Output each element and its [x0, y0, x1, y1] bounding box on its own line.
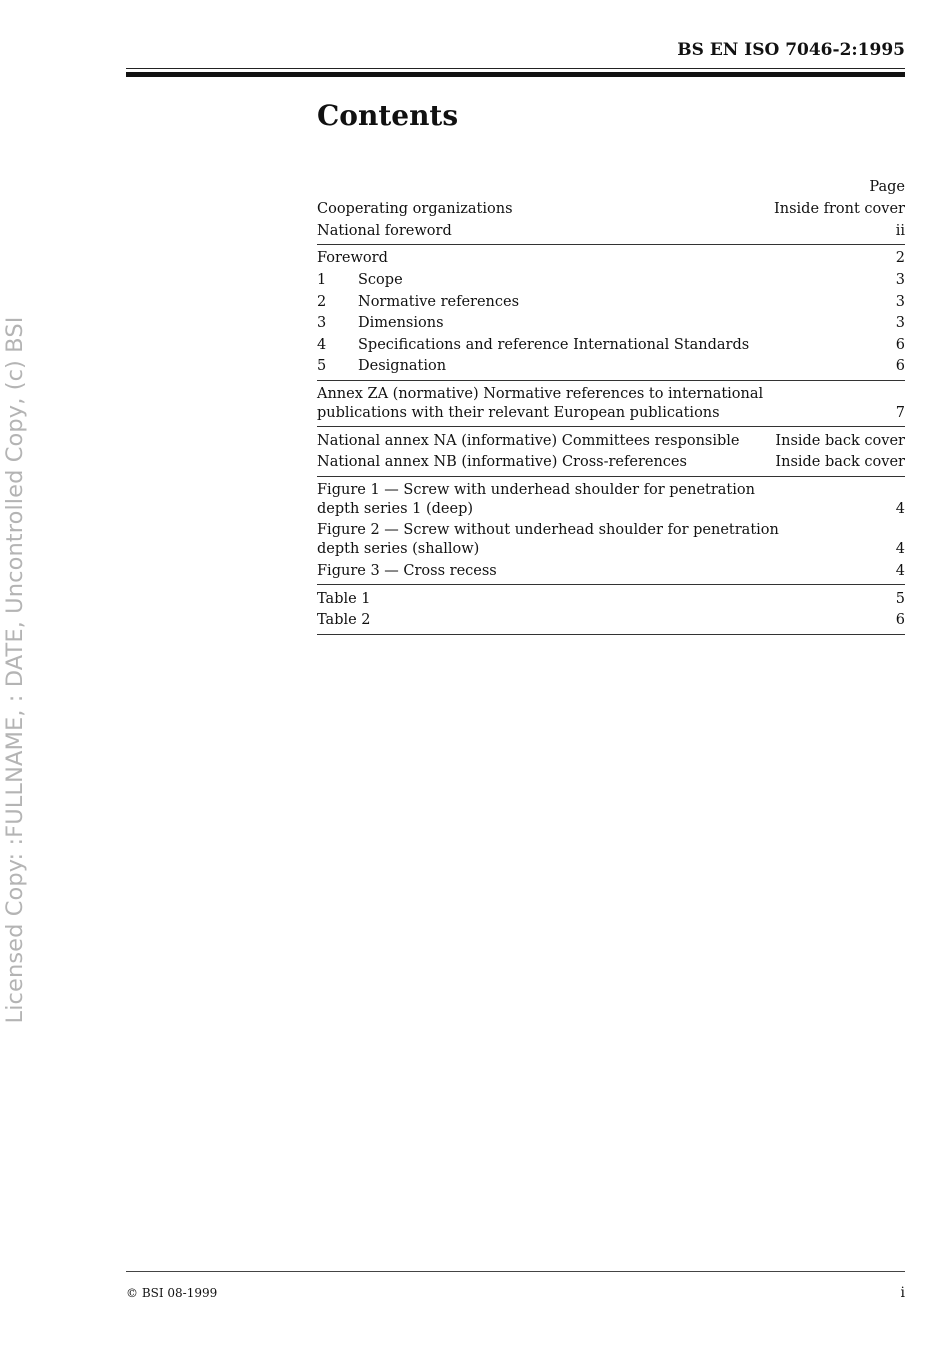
- toc-entry-title-area: [317, 336, 749, 355]
- toc-entry[interactable]: [317, 452, 905, 474]
- table-of-contents: [317, 178, 905, 638]
- toc-entry-page: 3: [895, 293, 905, 310]
- toc-entry[interactable]: [317, 291, 905, 313]
- toc-group: [317, 480, 905, 586]
- toc-page-column-header: Page: [869, 179, 905, 195]
- toc-entry-page: Inside front cover: [774, 201, 905, 218]
- toc-entry-page: Inside back cover: [775, 432, 905, 449]
- toc-entry-title: Scope: [358, 272, 403, 289]
- toc-group: [317, 588, 905, 634]
- toc-entry-title: Normative references: [358, 293, 520, 310]
- toc-group: [317, 384, 905, 428]
- toc-entry[interactable]: [317, 430, 905, 452]
- toc-entry[interactable]: [317, 221, 905, 243]
- toc-entry-page: 4: [895, 563, 905, 580]
- page-title: Contents: [317, 99, 459, 132]
- toc-entry[interactable]: [317, 313, 905, 335]
- toc-entry-page: 3: [895, 272, 905, 289]
- toc-entry-page: 4: [895, 541, 905, 558]
- toc-entry[interactable]: [317, 588, 905, 610]
- watermark-text: Licensed Copy: :FULLNAME, : DATE, Uncontrolled Copy, (c) BSI: [2, 316, 28, 1024]
- toc-entry-title-area: [317, 222, 452, 241]
- toc-entry-title: Foreword: [317, 250, 388, 267]
- header-rule-thin: [126, 68, 905, 69]
- toc-entry-title-area: [317, 249, 388, 268]
- toc-entry-page: Inside back cover: [775, 454, 905, 471]
- toc-entry-title: Table 2: [317, 612, 371, 629]
- toc-entry[interactable]: [317, 248, 905, 270]
- toc-entry-number: 1: [317, 272, 327, 289]
- toc-entry-title: Annex ZA (normative) Normative references to international publications with their relevant European publications: [317, 386, 764, 422]
- toc-entry-page: 6: [895, 358, 905, 375]
- toc-entry-title-area: [317, 562, 497, 581]
- footer-page-number: i: [900, 1285, 905, 1301]
- toc-entry-title: National annex NA (informative) Committees responsible: [317, 432, 740, 449]
- document-id: BS EN ISO 7046-2:1995: [677, 40, 905, 60]
- toc-entry[interactable]: [317, 480, 905, 521]
- toc-entry-page: 6: [895, 336, 905, 353]
- toc-entry[interactable]: [317, 270, 905, 292]
- toc-entry-title: Designation: [358, 358, 447, 375]
- toc-entry-title: National annex NB (informative) Cross-references: [317, 454, 687, 471]
- toc-entry[interactable]: [317, 199, 905, 221]
- toc-entry-title: Dimensions: [358, 315, 444, 332]
- toc-entry[interactable]: [317, 610, 905, 632]
- toc-entry-title: National foreword: [317, 222, 452, 239]
- toc-groups: [317, 199, 905, 635]
- toc-entry-number: 3: [317, 315, 327, 332]
- toc-entry-page: 6: [895, 612, 905, 629]
- footer-copyright: © BSI 08-1999: [126, 1286, 218, 1300]
- toc-entry-title-area: [317, 271, 403, 290]
- toc-group: [317, 430, 905, 476]
- footer-rule: [126, 1271, 905, 1272]
- toc-entry[interactable]: [317, 356, 905, 378]
- toc-entry-title-area: [317, 432, 739, 451]
- toc-entry-page: 7: [895, 405, 905, 422]
- toc-entry-title-area: [317, 590, 371, 609]
- toc-entry-number: 4: [317, 336, 327, 353]
- toc-entry-page: 3: [895, 315, 905, 332]
- toc-entry-title-area: [317, 200, 513, 219]
- toc-entry[interactable]: [317, 384, 905, 425]
- toc-entry-title-area: [317, 611, 371, 630]
- toc-entry-title: Figure 1 — Screw with underhead shoulder for penetration depth series 1 (deep): [317, 481, 755, 517]
- toc-entry-title: Table 1: [317, 590, 371, 607]
- toc-entry-number: 2: [317, 293, 327, 310]
- toc-entry-title-area: [317, 385, 787, 423]
- toc-entry-title-area: [317, 293, 519, 312]
- toc-entry-page: 4: [895, 500, 905, 517]
- toc-entry-title-area: [317, 481, 787, 519]
- toc-group: [317, 199, 905, 245]
- toc-entry-title: Cooperating organizations: [317, 201, 513, 218]
- header-rule-thick: [126, 72, 905, 77]
- toc-entry-title-area: [317, 314, 444, 333]
- toc-entry[interactable]: [317, 335, 905, 357]
- toc-entry-page: 2: [895, 250, 905, 267]
- toc-entry[interactable]: [317, 561, 905, 583]
- toc-entry-title-area: [317, 521, 787, 559]
- toc-entry-title-area: [317, 357, 446, 376]
- toc-entry-number: 5: [317, 358, 327, 375]
- toc-entry[interactable]: [317, 520, 905, 561]
- toc-entry-title-area: [317, 453, 687, 472]
- toc-entry-page: ii: [895, 222, 905, 239]
- toc-entry-title: Figure 2 — Screw without underhead shoulder for penetration depth series (shallow): [317, 522, 779, 558]
- toc-entry-title: Specifications and reference International Standards: [358, 336, 750, 353]
- toc-group: [317, 248, 905, 381]
- toc-entry-title: Figure 3 — Cross recess: [317, 563, 497, 580]
- toc-entry-page: 5: [895, 590, 905, 607]
